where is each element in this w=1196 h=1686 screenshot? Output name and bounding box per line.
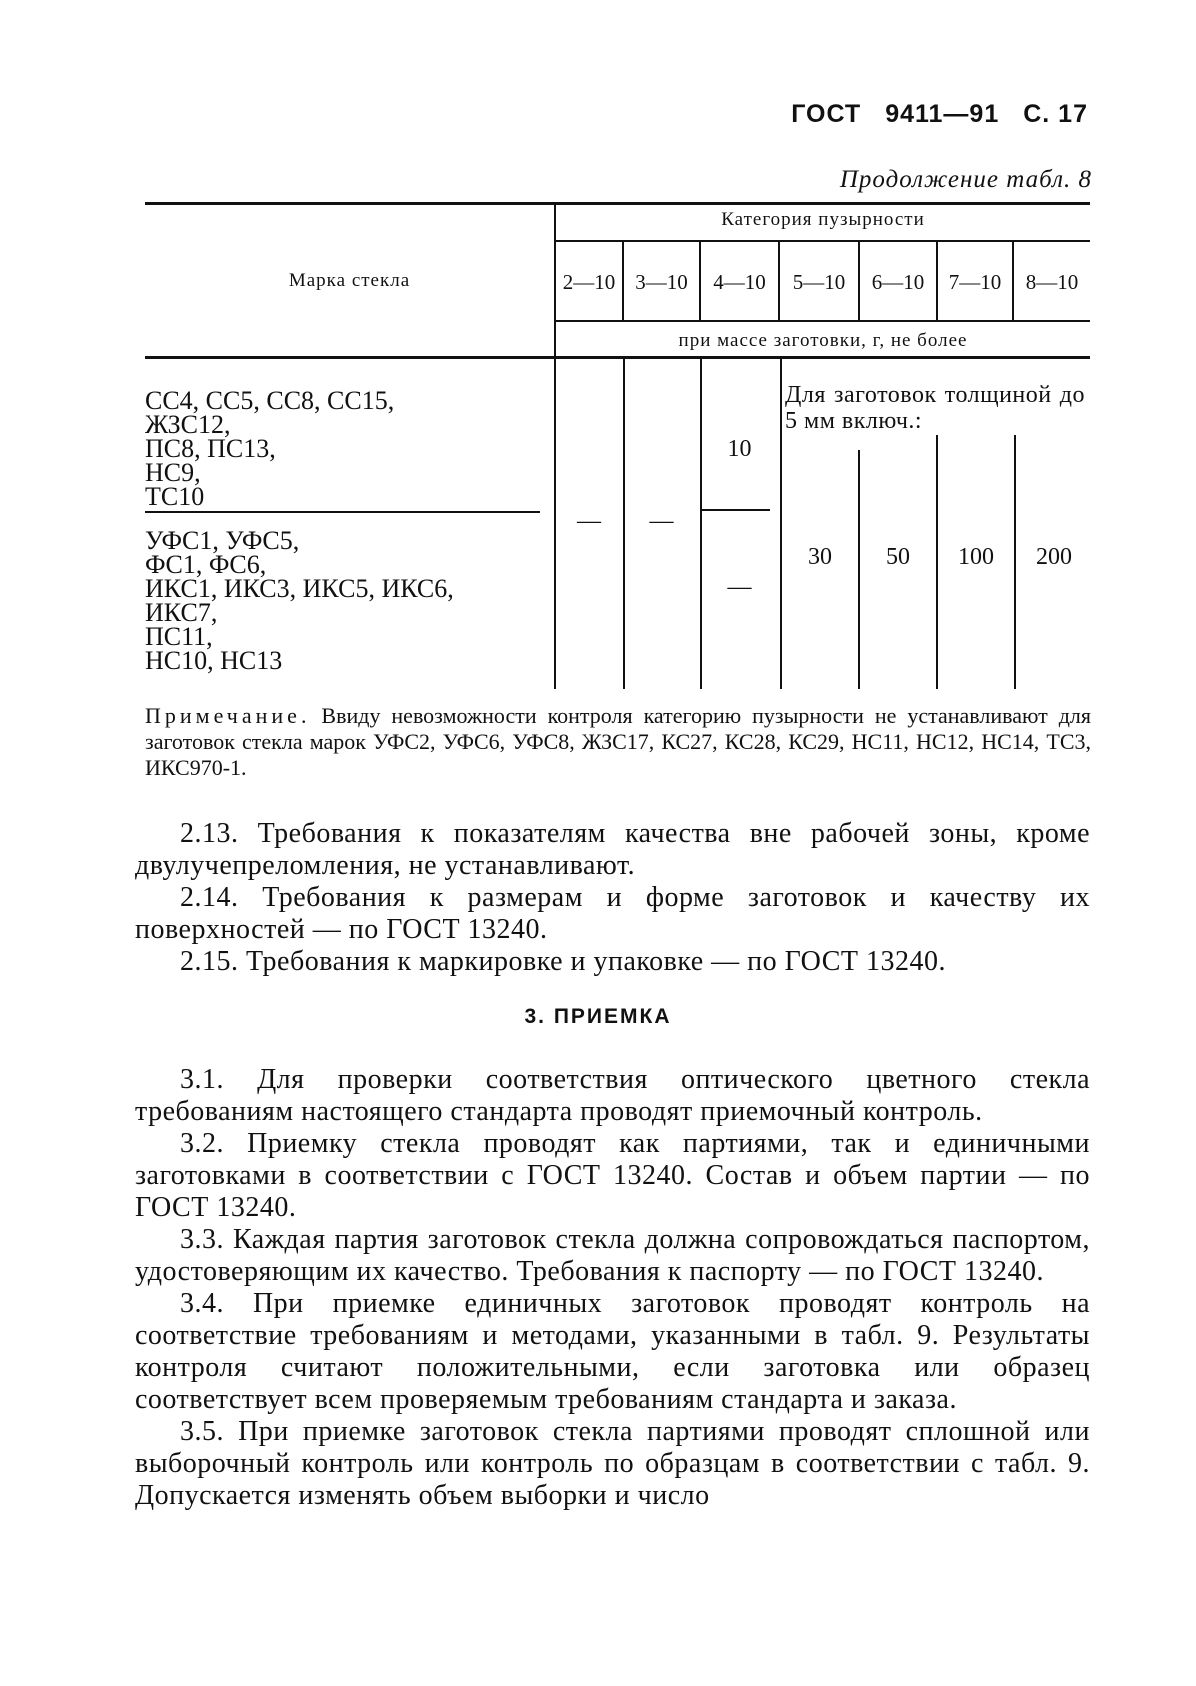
table-row-grade-line: ФС1, ФС6, [145, 550, 267, 579]
table-row-grade-line: ПС11, [145, 622, 213, 651]
table-row-grade-line: ПС8, ПС13, [145, 434, 276, 463]
category-header: 5—10 [792, 270, 846, 294]
sub-header: при массе заготовки, г, не более [678, 330, 968, 351]
value-cell: 30 [808, 544, 832, 570]
paragraph: 3.5. При приемке заготовок стекла партиями проводят сплошной или выборочный контроль или контроль по образцам в соответствии с табл. 9. Допускается изменять объем выборки и число [135, 1416, 1090, 1511]
paragraph: 2.13. Требования к показателям качества вне рабочей зоны, кроме двулучепреломления, не устанавливают. [135, 818, 1090, 881]
value-cell: 50 [886, 544, 910, 570]
table-row-grade-line: ИКС1, ИКС3, ИКС5, ИКС6, [145, 574, 454, 603]
vrule-4b [780, 356, 782, 689]
paragraph: 3.2. Приемку стекла проводят как партиями, так и единичными заготовками в соответствии с ГОСТ 13240. Состав и объем партии — по ГОСТ 13240. [135, 1128, 1090, 1223]
category-header: 8—10 [1025, 270, 1079, 294]
row-separator [145, 511, 540, 513]
cat3-separator [700, 509, 770, 511]
category-header: 2—10 [562, 270, 616, 294]
paragraph: 3.3. Каждая партия заготовок стекла должна сопровождаться паспортом, удостоверяющим их качество. Требования к паспорту — по ГОСТ 13240. [135, 1224, 1090, 1287]
paragraph: 3.4. При приемке единичных заготовок проводят контроль на соответствие требованиям и методами, указанными в табл. 9. Результаты контроля считают положительными, если заготовка или образец соответствует всем проверяемым требованиям стандарта и заказа. [135, 1288, 1090, 1415]
thickness-note: Для заготовок толщиной до 5 мм включ.: [785, 382, 1085, 434]
category-rule [556, 320, 1090, 322]
paragraph: 2.15. Требования к маркировке и упаковке — по ГОСТ 13240. [180, 946, 946, 977]
note-text: Ввиду невозможности контроля категорию пузырности не устанавливают для заготовок стекла марок УФС2, УФС6, УФС8, ЖЗС17, КС27, КС28, КС29, НС11, НС12, НС14, ТС3, ИКС970-1. [145, 703, 1091, 780]
table-row-grade-line: СС4, СС5, СС8, СС15, [145, 386, 395, 415]
category-header: 7—10 [948, 270, 1002, 294]
value-cell: 100 [958, 544, 994, 570]
table-note [145, 703, 1091, 781]
paragraph-group-3 [135, 1064, 1090, 1512]
group-rule [556, 240, 1090, 242]
table-row-grade-line: НС9, [145, 458, 201, 487]
merged-cell-cat1: — [577, 508, 601, 534]
running-header [767, 100, 1088, 129]
table-caption: Продолжение табл. 8 [839, 166, 1092, 193]
value-cell: 200 [1036, 544, 1072, 570]
category-header: 3—10 [635, 270, 688, 294]
table-row-grade-line: ИКС7, [145, 598, 218, 627]
table-row-grade-line: НС10, НС13 [145, 646, 283, 675]
table-row-grade-line: ЖЗС12, [145, 410, 231, 439]
table-row-grade-line: ТС10 [145, 482, 205, 511]
vrule-3b [700, 356, 702, 689]
category-header: 4—10 [713, 270, 766, 294]
col-header-grade: Марка стекла [288, 270, 411, 291]
standard-number: 9411—91 [885, 100, 1000, 128]
group-header: Категория пузырности [721, 209, 925, 230]
table-top-rule [145, 202, 1090, 205]
page-number: С. 17 [1023, 100, 1088, 128]
paragraph: 3.1. Для проверки соответствия оптического цветного стекла требованиям настоящего стандарта проводят приемочный контроль. [135, 1064, 1090, 1127]
section-title: 3. ПРИЕМКА [524, 1005, 672, 1028]
paragraph-group-2 [135, 818, 1090, 978]
row1-cat3-value: 10 [727, 436, 752, 462]
standard-label: ГОСТ [791, 100, 862, 128]
note-label: Примечание. [145, 703, 311, 728]
paragraph: 2.14. Требования к размерам и форме заготовок и качеству их поверхностей — по ГОСТ 13240. [135, 882, 1090, 945]
category-header: 6—10 [871, 270, 925, 294]
row2-cat3-value: — [727, 574, 752, 600]
header-bottom-rule [145, 356, 1090, 359]
table-row-grade-line: УФС1, УФС5, [145, 526, 300, 555]
merged-cell-cat2: — [649, 508, 674, 534]
